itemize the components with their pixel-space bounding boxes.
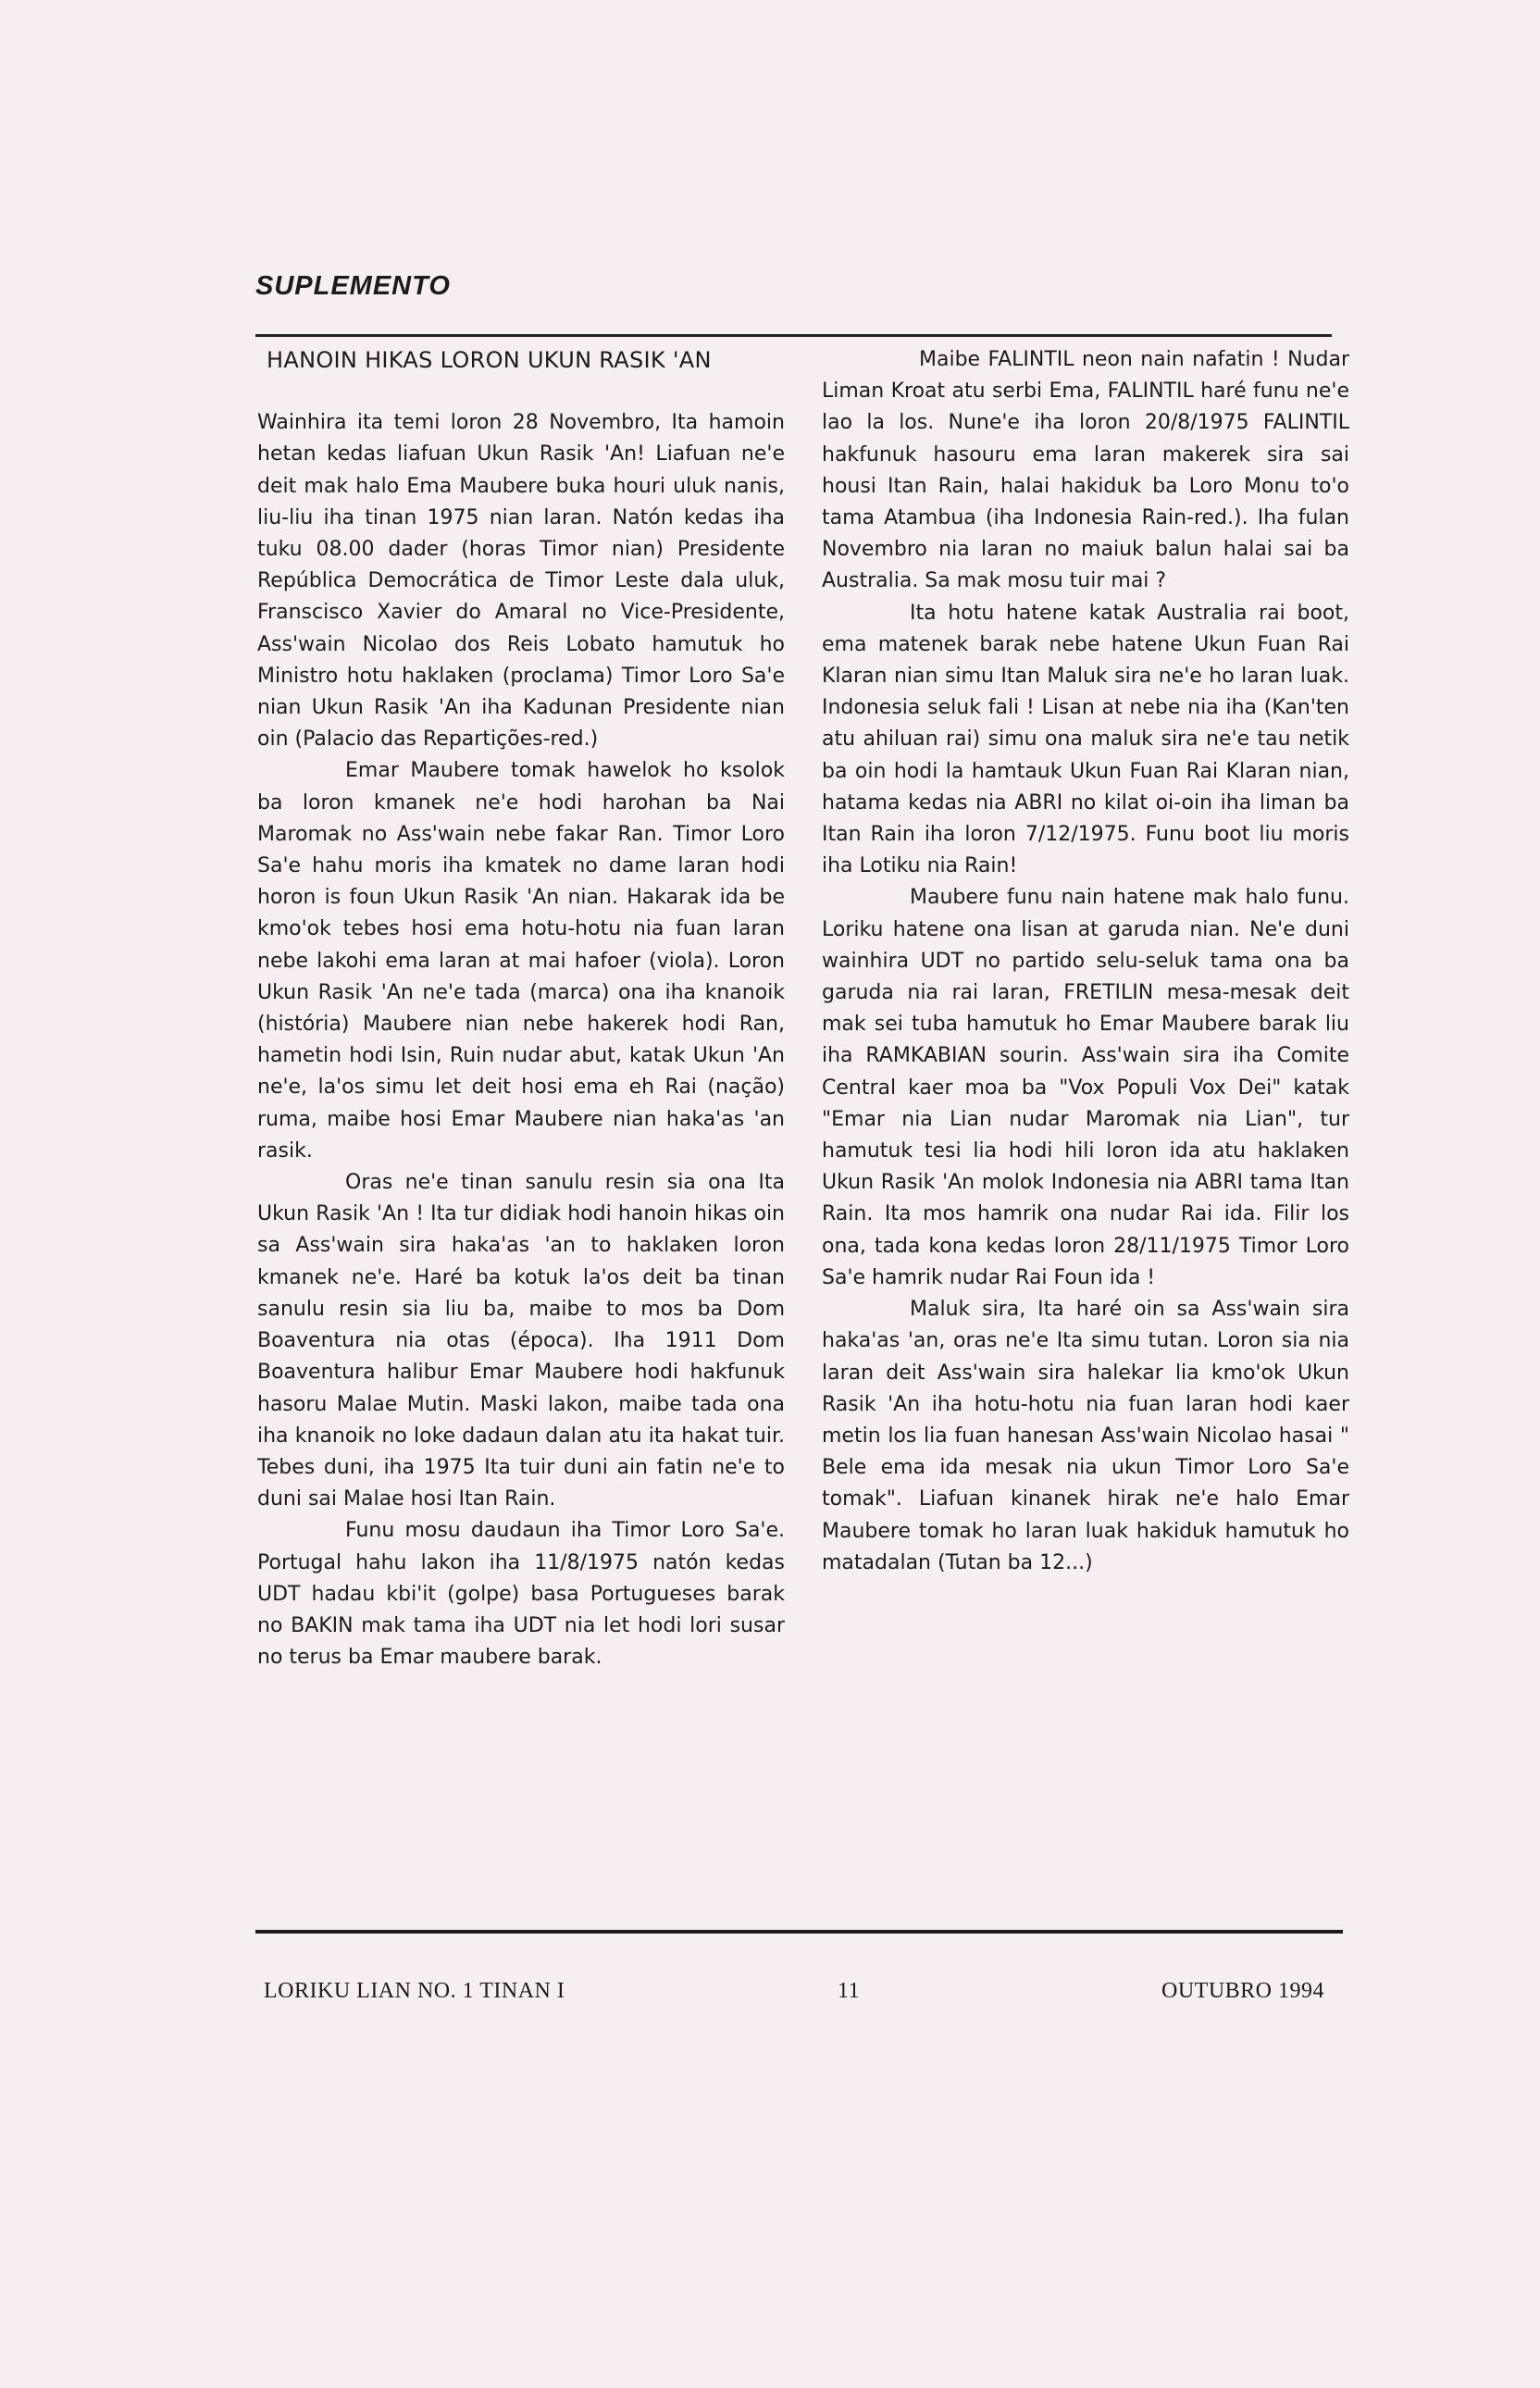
article-column-left xyxy=(257,344,785,1673)
section-label: SUPLEMENTO xyxy=(255,271,451,301)
page-number: 11 xyxy=(838,1979,861,2003)
paragraph: Ita hotu hatene katak Australia rai boot, ema matenek barak nebe hatene Ukun Fuan Rai Klaran nian simu Itan Maluk sira ne'e ho laran luak. Indonesia seluk fali ! Lisan at nebe nia iha (Kan'ten atu ahiluan rai) simu ona maluk sira ne'e tau netik ba oin hodi la hamtauk Ukun Fuan Rai Klaran nian, hatama kedas nia ABRI no kilat oi-oin iha liman ba Itan Rain iha loron 7/12/1975. Funu boot liu moris iha Lotiku nia Rain! xyxy=(822,601,1349,878)
paragraph: Funu mosu daudaun iha Timor Loro Sa'e. Portugal hahu lakon iha 11/8/1975 natón kedas UDT hadau kbi'it (golpe) basa Portugueses barak no BAKIN mak tama iha UDT nia let hodi lori susar no terus ba Emar maubere barak. xyxy=(257,1519,785,1670)
paragraph: Emar Maubere tomak hawelok ho ksolok ba loron kmanek ne'e hodi harohan ba Nai Maromak no Ass'wain nebe fakar Ran. Timor Loro Sa'e hahu moris iha kmatek no dame laran hodi horon is foun Ukun Rasik 'An nian. Hakarak ida be kmo'ok tebes hosi ema hotu-hotu nia fuan laran nebe lakohi ema laran at mai hafoer (viola). Loron Ukun Rasik 'An ne'e tada (marca) ona iha knanoik (história) Maubere nian nebe hakerek hodi Ran, hametin hodi Isin, Ruin nudar abut, katak Ukun 'An ne'e, la'os simu let deit hosi ema eh Rai (nação) ruma, maibe hosi Emar Maubere nian haka'as 'an rasik. xyxy=(257,759,785,1163)
article-column-right xyxy=(822,344,1349,1579)
paragraph: Maluk sira, Ita haré oin sa Ass'wain sira haka'as 'an, oras ne'e Ita simu tutan. Loron sia nia laran deit Ass'wain sira halekar lia kmo'ok Ukun Rasik 'An iha hotu-hotu nia fuan laran hodi kaer metin los lia fuan hanesan Ass'wain Nicolao hasai " Bele ema ida mesak nia ukun Timor Loro Sa'e tomak". Liafuan kinanek hirak ne'e halo Emar Maubere tomak ho laran luak hakiduk hamutuk ho matadalan (Tutan ba 12...) xyxy=(822,1298,1349,1574)
bottom-rule xyxy=(255,1930,1343,1934)
top-rule xyxy=(255,334,1332,337)
article-headline: HANOIN HIKAS LORON UKUN RASIK 'AN xyxy=(267,347,712,373)
paragraph: Maibe FALINTIL neon nain nafatin ! Nudar Liman Kroat atu serbi Ema, FALINTIL haré funu ne'e lao la los. Nune'e iha loron 20/8/1975 FALINTIL hakfunuk hasouru ema laran makerek sira sai housi Itan Rain, halai hakiduk ba Loro Monu to'o tama Atambua (iha Indonesia Rain-red.). Iha fulan Novembro nia laran no maiuk balun halai sai ba Australia. Sa mak mosu tuir mai ? xyxy=(822,348,1349,593)
paragraph: Maubere funu nain hatene mak halo funu. Loriku hatene ona lisan at garuda nian. Ne'e duni wainhira UDT no partido selu-seluk tama ona ba garuda nia rai laran, FRETILIN mesa-mesak deit mak sei tuba hamutuk ho Emar Maubere barak liu iha RAMKABIAN sourin. Ass'wain sira iha Comite Central kaer moa ba "Vox Populi Vox Dei" katak "Emar nia Lian nudar Maromak nia Lian", tur hamutuk tesi lia hodi hili loron ida atu haklaken Ukun Rasik 'An molok Indonesia nia ABRI tama Itan Rain. Ita mos hamrik ona nudar Rai ida. Filir los ona, tada kona kedas loron 28/11/1975 Timor Loro Sa'e hamrik nudar Rai Foun ida ! xyxy=(822,886,1349,1289)
paragraph: Wainhira ita temi loron 28 Novembro, Ita hamoin hetan kedas liafuan Ukun Rasik 'An! Liafuan ne'e deit mak halo Ema Maubere buka houri uluk nanis, liu-liu iha tinan 1975 nian laran. Natón kedas iha tuku 08.00 dader (horas Timor nian) Presidente República Democrática de Timor Leste dala uluk, Franscisco Xavier do Amaral no Vice-Presidente, Ass'wain Nicolao dos Reis Lobato hamutuk ho Ministro hotu haklaken (proclama) Timor Loro Sa'e nian Ukun Rasik 'An iha Kadunan Presidente nian oin (Palacio das Repartições-red.) xyxy=(257,411,785,752)
issue-date: OUTUBRO 1994 xyxy=(1161,1979,1325,2003)
publication-name: LORIKU LIAN NO. 1 TINAN I xyxy=(264,1979,565,2003)
paragraph: Oras ne'e tinan sanulu resin sia ona Ita Ukun Rasik 'An ! Ita tur didiak hodi hanoin hikas oin sa Ass'wain sira haka'as 'an to haklaken loron kmanek ne'e. Haré ba kotuk la'os deit ba tinan sanulu resin sia liu ba, maibe to mos ba Dom Boaventura nia otas (época). Iha 1911 Dom Boaventura halibur Emar Maubere hodi hakfunuk hasoru Malae Mutin. Maski lakon, maibe tada ona iha knanoik no loke dadaun dalan atu ita hakat tuir. Tebes duni, iha 1975 Ita tuir duni ain fatin ne'e to duni sai Malae hosi Itan Rain. xyxy=(257,1171,785,1511)
